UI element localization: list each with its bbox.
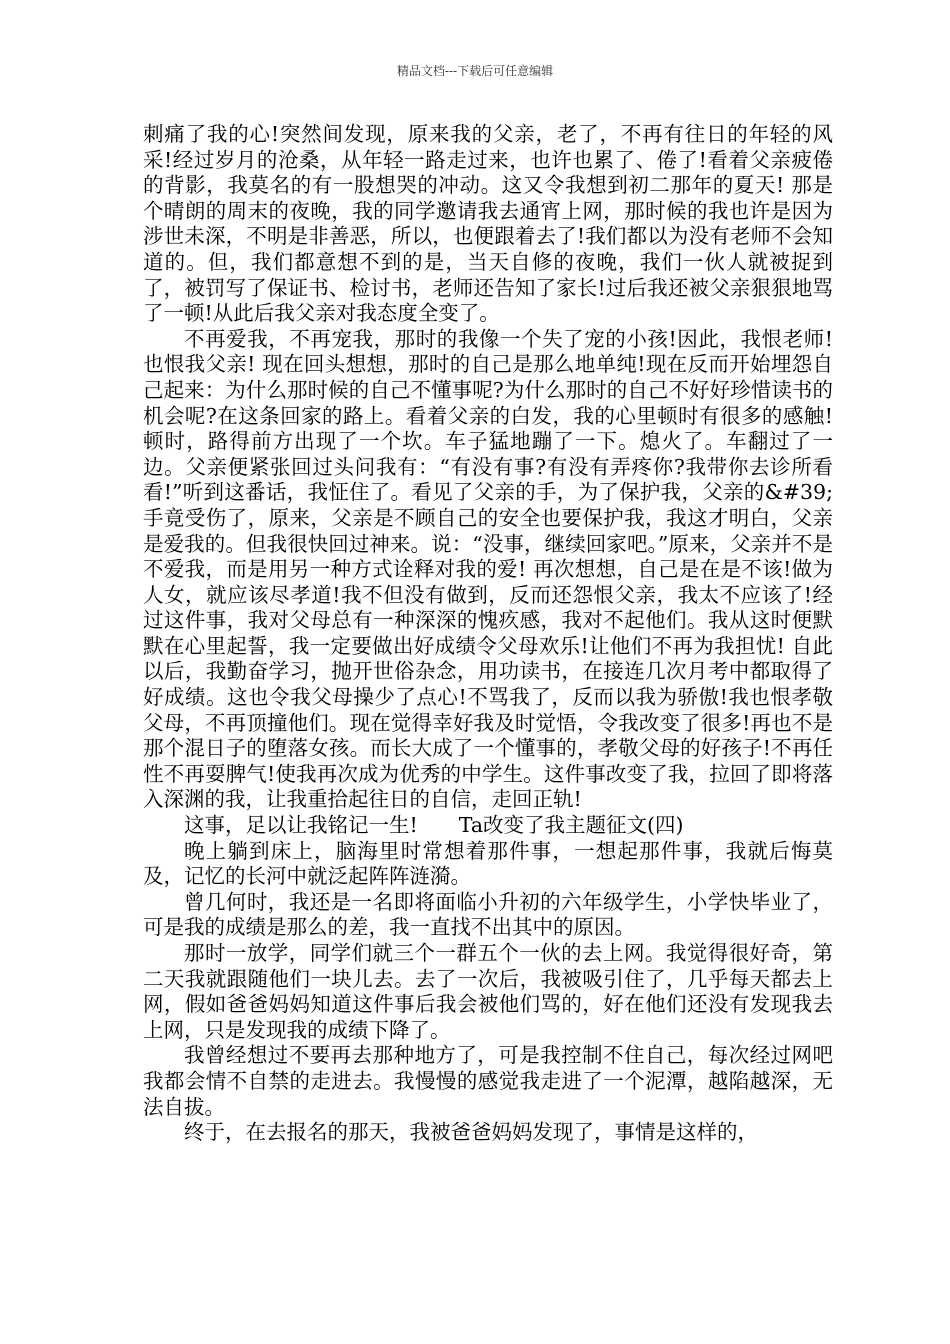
page-header: 精品文档---下载后可任意编辑 (396, 64, 554, 78)
paragraph-6: 那时一放学，同学们就三个一群五个一伙的去上网。我觉得很好奇，第二天我就跟随他们一块儿去。去了一次后，我被吸引住了，几乎每天都去上网，假如爸爸妈妈知道这件事后我会被他们骂的，好在他们还没有发现我去上网，只是发现我的成绩下降了。 (143, 941, 833, 1042)
paragraph-5: 曾几何时，我还是一名即将面临小升初的六年级学生，小学快毕业了，可是我的成绩是那么的差，我一直找不出其中的原因。 (143, 889, 833, 940)
document-body (143, 122, 833, 1146)
paragraph-1: 刺痛了我的心!突然间发现，原来我的父亲，老了，不再有往日的年轻的风采!经过岁月的沧桑，从年轻一路走过来，也许也累了、倦了!看着父亲疲倦的背影，我莫名的有一股想哭的冲动。这又令我想到初二那年的夏天! 那是个晴朗的周末的夜晚，我的同学邀请我去通宵上网，那时候的我也许是因为涉世未深，不明是非善恶，所以，也便跟着去了!我们都以为没有老师不会知道的。但，我们都意想不到的是，当天自修的夜晚，我们一伙人就被捉到了，被罚写了保证书、检讨书，老师还告知了家长!过后我还被父亲狠狠地骂了一顿!从此后我父亲对我态度全变了。 (143, 122, 833, 326)
paragraph-7: 我曾经想过不要再去那种地方了，可是我控制不住自己，每次经过网吧我都会情不自禁的走进去。我慢慢的感觉我走进了一个泥潭，越陷越深，无法自拔。 (143, 1043, 833, 1119)
paragraph-4: 晚上躺到床上，脑海里时常想着那件事，一想起那件事，我就后悔莫及，记忆的长河中就泛起阵阵涟漪。 (143, 838, 833, 889)
paragraph-3: 这事，足以让我铭记一生! Ta改变了我主题征文(四) (184, 813, 684, 838)
paragraph-2: 不再爱我，不再宠我，那时的我像一个失了宠的小孩!因此，我恨老师!也恨我父亲! 现在回头想想，那时的自己是那么地单纯!现在反而开始埋怨自己起来：为什么那时候的自己不懂事呢?为什么那时的自己不好好珍惜读书的机会呢?在这条回家的路上。看着父亲的白发，我的心里顿时有很多的感触!顿时，路得前方出现了一个坎。车子猛地蹦了一下。熄火了。车翻过了一边。父亲便紧张回过头问我有：“有没有事?有没有弄疼你?我带你去诊所看看!”听到这番话，我怔住了。看见了父亲的手，为了保护我，父亲的&#39;手竟受伤了，原来，父亲是不顾自己的安全也要保护我，我这才明白，父亲是爱我的。但我很快回过神来。说：“没事，继续回家吧。”原来，父亲并不是不爱我，而是用另一种方式诠释对我的爱! 再次想想，自己是在是不该!做为人女，就应该尽孝道!我不但没有做到，反而还怨恨父亲，我太不应该了!经过这件事，我对父母总有一种深深的愧疚感，我对不起他们。我从这时便默默在心里起誓，我一定要做出好成绩令父母欢乐!让他们不再为我担忧! 自此以后，我勤奋学习，抛开世俗杂念，用功读书，在接连几次月考中都取得了好成绩。这也令我父母操少了点心!不骂我了，反而以我为骄傲!我也恨孝敬父母，不再顶撞他们。现在觉得幸好我及时觉悟，令我改变了很多!再也不是那个混日子的堕落女孩。而长大成了一个懂事的，孝敬父母的好孩子!不再任性不再耍脾气!使我再次成为优秀的中学生。这件事改变了我，拉回了即将落入深渊的我，让我重拾起往日的自信，走回正轨! (143, 326, 833, 812)
paragraph-8: 终于，在去报名的那天，我被爸爸妈妈发现了，事情是这样的， (184, 1120, 758, 1145)
